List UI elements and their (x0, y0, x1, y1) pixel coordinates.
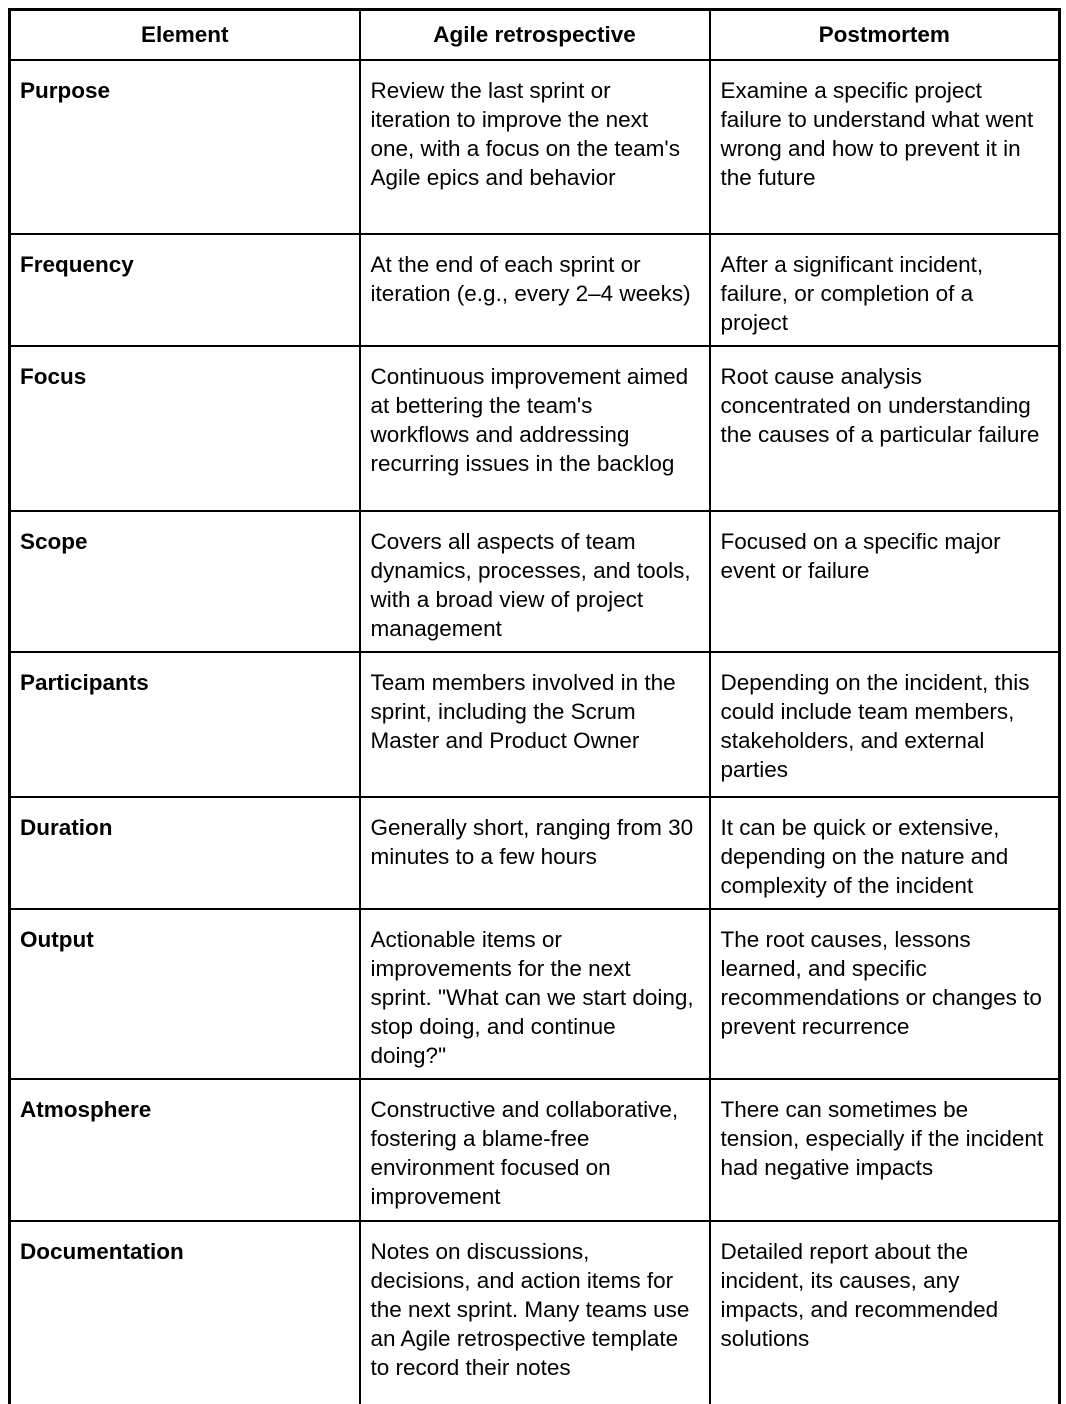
table-row (10, 909, 1060, 1079)
agile-cell: Generally short, ranging from 30 minutes to a few hours (360, 797, 710, 909)
column-header-agile-retrospective: Agile retrospective (360, 10, 710, 60)
row-label-cell: Focus (10, 346, 360, 511)
table-row (10, 234, 1060, 346)
table-row (10, 652, 1060, 797)
agile-cell: Actionable items or improvements for the next sprint. "What can we start doing, stop doing, and continue doing?" (360, 909, 710, 1079)
row-label-cell: Scope (10, 511, 360, 652)
postmortem-cell: Depending on the incident, this could include team members, stakeholders, and external parties (710, 652, 1060, 797)
postmortem-cell: Focused on a specific major event or failure (710, 511, 1060, 652)
agile-cell: Covers all aspects of team dynamics, processes, and tools, with a broad view of project management (360, 511, 710, 652)
agile-cell: Team members involved in the sprint, including the Scrum Master and Product Owner (360, 652, 710, 797)
column-header-element: Element (10, 10, 360, 60)
agile-cell: At the end of each sprint or iteration (e.g., every 2–4 weeks) (360, 234, 710, 346)
table-row (10, 60, 1060, 234)
postmortem-cell: The root causes, lessons learned, and specific recommendations or changes to prevent recurrence (710, 909, 1060, 1079)
agile-cell: Notes on discussions, decisions, and action items for the next sprint. Many teams use an Agile retrospective template to record their notes (360, 1221, 710, 1404)
row-label-cell: Output (10, 909, 360, 1079)
row-label-cell: Frequency (10, 234, 360, 346)
postmortem-cell: After a significant incident, failure, or completion of a project (710, 234, 1060, 346)
agile-cell: Constructive and collaborative, fostering a blame-free environment focused on improvement (360, 1079, 710, 1221)
row-label-cell: Participants (10, 652, 360, 797)
postmortem-cell: Examine a specific project failure to understand what went wrong and how to prevent it in the future (710, 60, 1060, 234)
table-row (10, 1079, 1060, 1221)
row-label-cell: Duration (10, 797, 360, 909)
table-row (10, 511, 1060, 652)
table-row (10, 346, 1060, 511)
comparison-table (8, 8, 1061, 1404)
table-row (10, 797, 1060, 909)
row-label-cell: Atmosphere (10, 1079, 360, 1221)
row-label-cell: Purpose (10, 60, 360, 234)
postmortem-cell: There can sometimes be tension, especially if the incident had negative impacts (710, 1079, 1060, 1221)
table-header-row (10, 10, 1060, 60)
agile-cell: Review the last sprint or iteration to improve the next one, with a focus on the team's Agile epics and behavior (360, 60, 710, 234)
column-header-postmortem: Postmortem (710, 10, 1060, 60)
table-row (10, 1221, 1060, 1404)
row-label-cell: Documentation (10, 1221, 360, 1404)
postmortem-cell: Root cause analysis concentrated on understanding the causes of a particular failure (710, 346, 1060, 511)
agile-cell: Continuous improvement aimed at bettering the team's workflows and addressing recurring issues in the backlog (360, 346, 710, 511)
postmortem-cell: Detailed report about the incident, its causes, any impacts, and recommended solutions (710, 1221, 1060, 1404)
postmortem-cell: It can be quick or extensive, depending on the nature and complexity of the incident (710, 797, 1060, 909)
